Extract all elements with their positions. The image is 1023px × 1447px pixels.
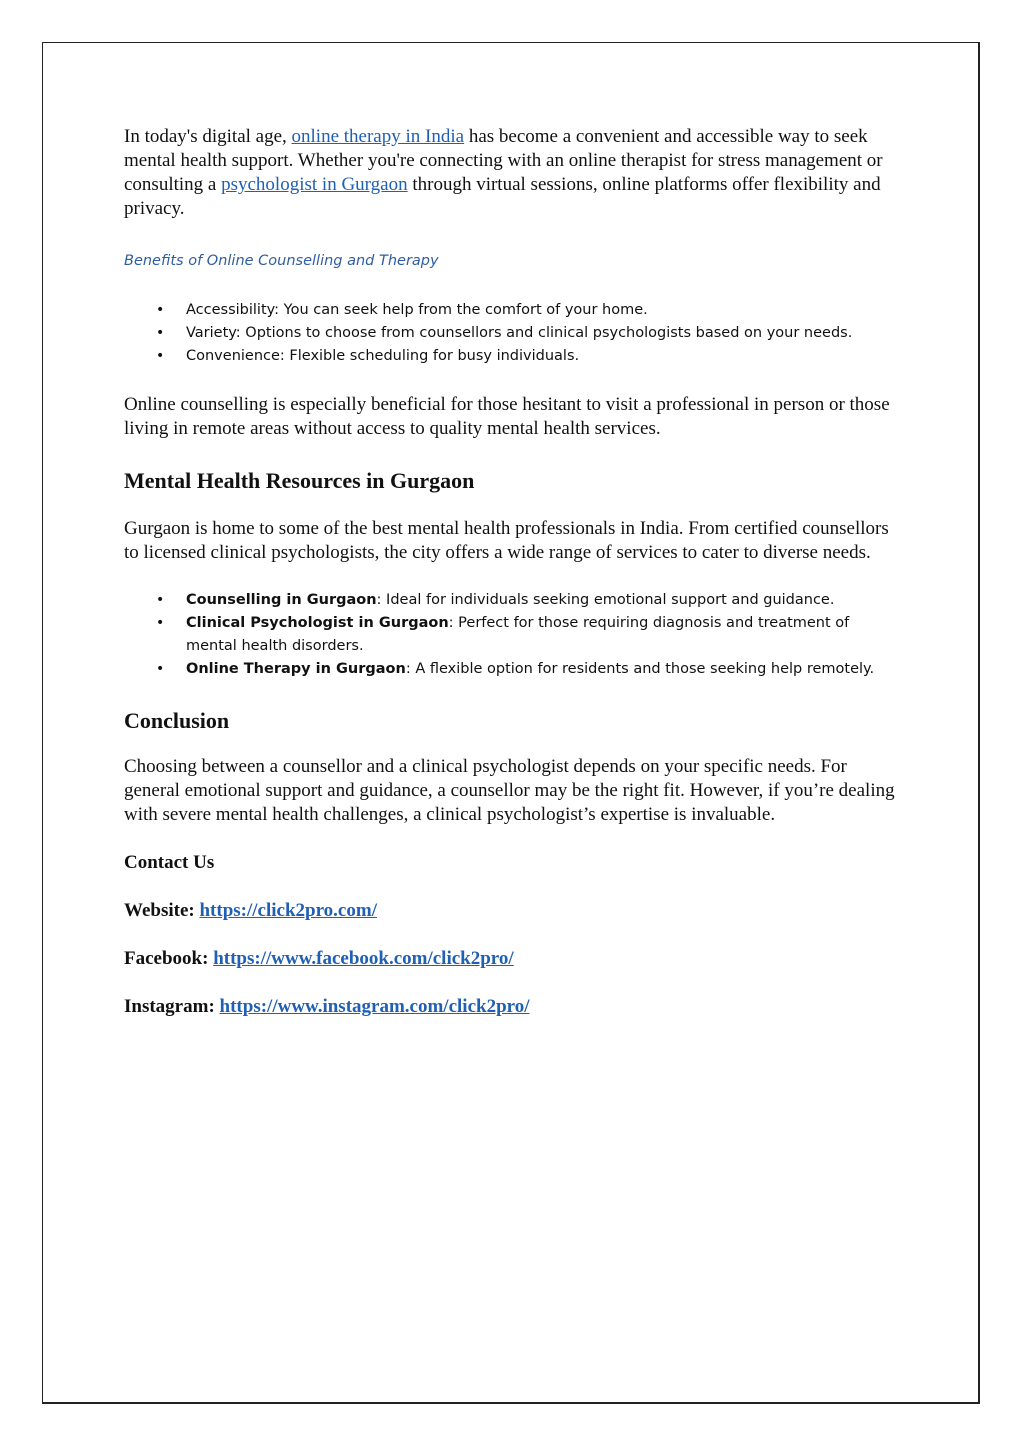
list-item-bold: Counselling in Gurgaon [186, 592, 377, 608]
conclusion-paragraph: Choosing between a counsellor and a clinical psychologist depends on your specific needs. For general emotional support and guidance, a counsellor may be the right fit. However, if you’re dealing with severe mental health challenges, a clinical psychologist’s expertise is invaluable. [124, 756, 895, 825]
list-item [124, 345, 904, 368]
intro-text-1: In today's digital age, [124, 126, 292, 147]
list-item [124, 322, 904, 345]
website-link[interactable]: https://click2pro.com/ [199, 900, 377, 921]
resources-paragraph: Gurgaon is home to some of the best mental health professionals in India. From certified counsellors to licensed clinical psychologists, the city offers a wide range of services to cater to diverse needs. [124, 518, 889, 563]
facebook-label: Facebook: [124, 948, 214, 969]
list-item [124, 612, 904, 658]
bullet-icon: • [156, 592, 165, 608]
bullet-icon: • [156, 661, 165, 677]
list-item [124, 658, 904, 681]
bullet-icon: • [156, 615, 165, 631]
online-counselling-paragraph: Online counselling is especially beneficial for those hesitant to visit a professional in person or those living in remote areas without access to quality mental health services. [124, 394, 890, 439]
list-item-bold: Online Therapy in Gurgaon [186, 661, 406, 677]
list-item-text: Variety: Options to choose from counsellors and clinical psychologists based on your needs. [186, 325, 853, 341]
intro-paragraph [124, 125, 904, 221]
list-item [124, 589, 904, 612]
instagram-link[interactable]: https://www.instagram.com/click2pro/ [219, 996, 530, 1017]
instagram-label: Instagram: [124, 996, 220, 1017]
list-item-text: : Ideal for individuals seeking emotional support and guidance. [376, 592, 835, 608]
list-item-text: : A flexible option for residents and those seeking help remotely. [405, 661, 875, 677]
bullet-icon: • [156, 348, 165, 364]
list-item [124, 299, 904, 322]
resources-heading: Mental Health Resources in Gurgaon [124, 468, 475, 493]
list-item-bold: Clinical Psychologist in Gurgaon [186, 615, 449, 631]
website-label: Website: [124, 900, 200, 921]
intro-text-2: has become a convenient and accessible way to seek mental health support. Whether you're connecting with an online therapist for stress management or consulting a [124, 126, 883, 195]
bullet-icon: • [156, 302, 165, 318]
facebook-link[interactable]: https://www.facebook.com/click2pro/ [213, 948, 514, 969]
benefits-list [124, 299, 904, 368]
list-item-text: Accessibility: You can seek help from the comfort of your home. [186, 302, 648, 318]
online-therapy-india-link[interactable]: online therapy in India [291, 126, 465, 147]
document-page [42, 42, 980, 1404]
website-line [124, 899, 904, 923]
document-content [124, 125, 904, 1019]
benefits-heading: Benefits of Online Counselling and Therapy [124, 253, 439, 269]
psychologist-gurgaon-link[interactable]: psychologist in Gurgaon [221, 174, 408, 195]
instagram-line [124, 995, 904, 1019]
facebook-line [124, 947, 904, 971]
intro-text-3: through virtual sessions, online platforms offer flexibility and privacy. [124, 174, 881, 219]
resources-list [124, 589, 904, 681]
conclusion-heading: Conclusion [124, 708, 230, 733]
list-item-text: Convenience: Flexible scheduling for busy individuals. [186, 348, 580, 364]
list-item-text: : Perfect for those requiring diagnosis and treatment of mental health disorders. [186, 615, 850, 654]
contact-heading: Contact Us [124, 852, 215, 873]
bullet-icon: • [156, 325, 165, 341]
